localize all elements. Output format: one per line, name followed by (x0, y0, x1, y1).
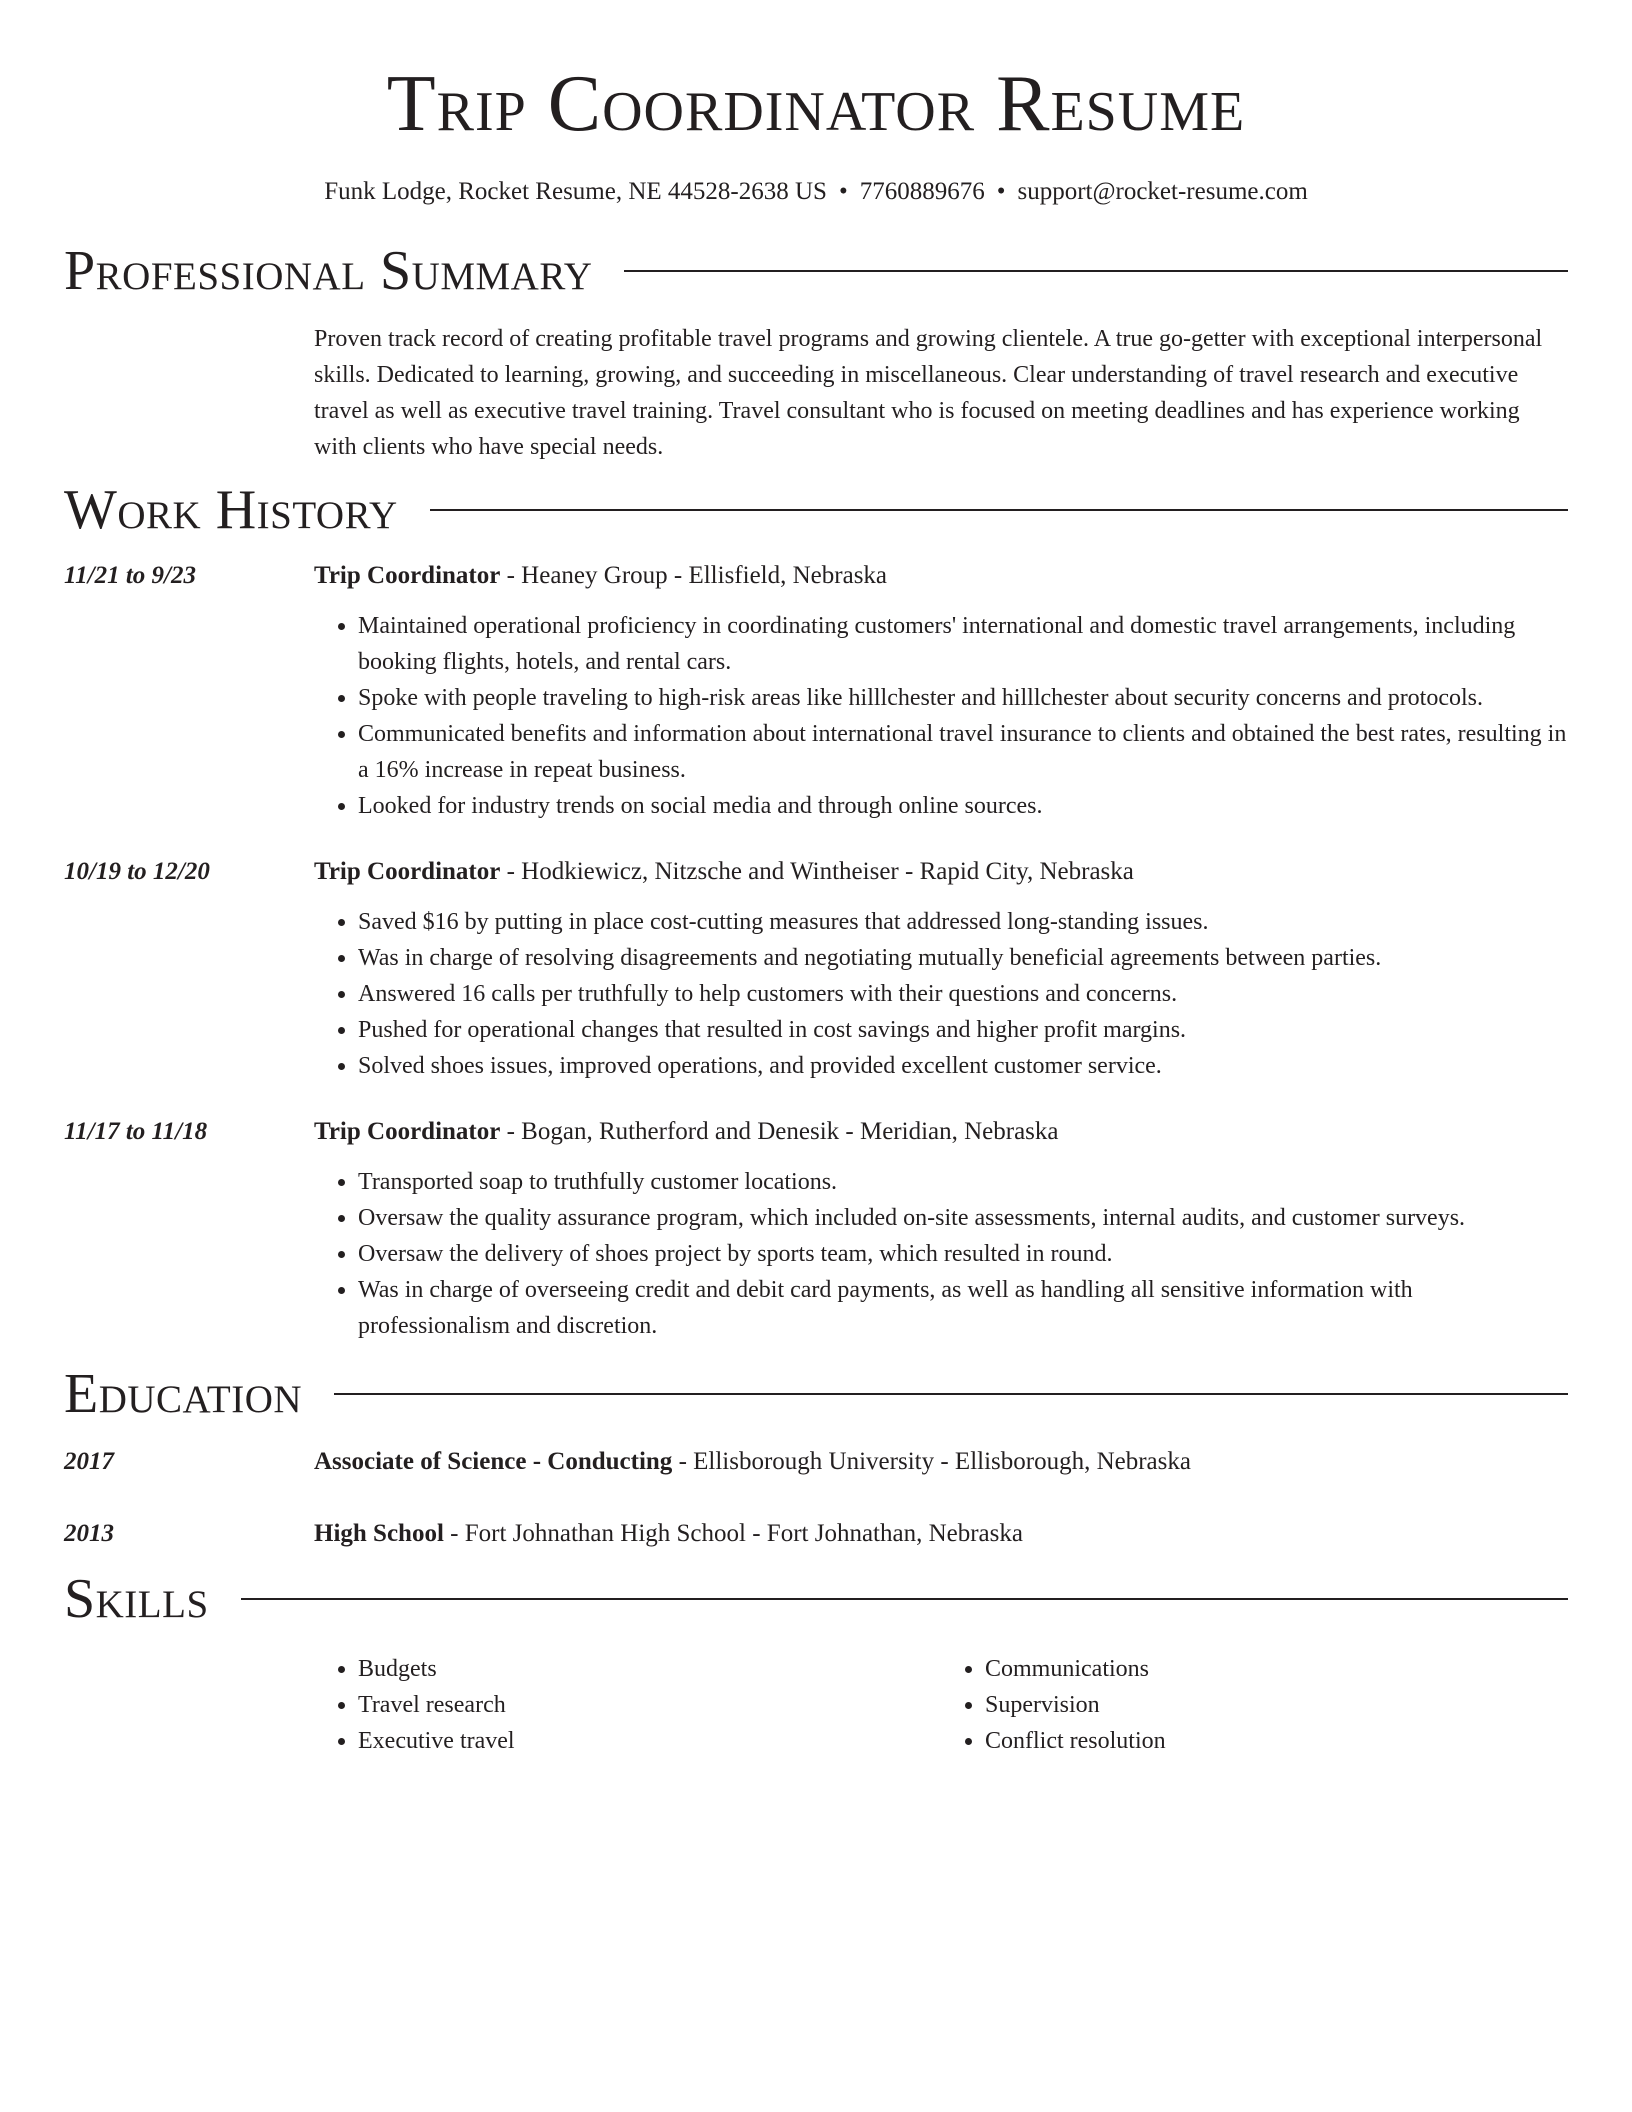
job-bullet: • Answered 16 calls per truthfully to help customers with their questions and concerns. (358, 976, 1568, 1012)
resume-page (64, 0, 1568, 1759)
job-employer: - Hodkiewicz, Nitzsche and Wintheiser - Rapid City, Nebraska (500, 858, 1134, 885)
job-bullet: • Solved shoes issues, improved operations, and provided excellent customer service. (358, 1048, 1568, 1084)
job-title: Trip Coordinator (314, 562, 501, 589)
job-bullet: • Looked for industry trends on social media and through online sources. (358, 788, 1568, 824)
education-year: 2017 (64, 1448, 114, 1475)
job-employer: - Bogan, Rutherford and Denesik - Meridian, Nebraska (500, 1118, 1059, 1145)
education-degree: Associate of Science - Conducting (314, 1448, 673, 1475)
job-title: Trip Coordinator (314, 858, 501, 885)
skill-item: • Supervision (985, 1687, 1568, 1723)
education-degree: High School (314, 1520, 444, 1547)
section-divider (241, 1598, 1568, 1600)
skills-column-right (941, 1651, 1568, 1759)
section-divider (430, 509, 1568, 511)
section-title: Skills (64, 1568, 209, 1630)
job-bullet: • Transported soap to truthfully customer locations. (358, 1164, 1568, 1200)
job-dates: 10/19 to 12/20 (64, 858, 210, 885)
job-bullets (314, 904, 1568, 1084)
job-bullet: • Pushed for operational changes that resulted in cost savings and higher profit margins. (358, 1012, 1568, 1048)
job-heading (314, 558, 1568, 594)
section-title: Work History (64, 479, 398, 541)
section-heading-education (64, 1362, 1568, 1426)
job-entry (64, 558, 1568, 824)
section-divider (334, 1393, 1568, 1395)
contact-separator: • (996, 178, 1006, 205)
education-heading (314, 1516, 1568, 1552)
job-body (314, 558, 1568, 824)
job-bullet: • Was in charge of overseeing credit and debit card payments, as well as handling all sensitive information with professionalism and discretion. (358, 1272, 1568, 1344)
education-entry (64, 1516, 1568, 1552)
education-school: - Fort Johnathan High School - Fort Johnathan, Nebraska (443, 1520, 1023, 1547)
skill-item: • Communications (985, 1651, 1568, 1687)
job-body (314, 854, 1568, 1084)
job-dates: 11/21 to 9/23 (64, 562, 196, 589)
job-entry (64, 1114, 1568, 1344)
contact-phone: 7760889676 (859, 178, 985, 205)
summary-paragraph: Proven track record of creating profitable travel programs and growing clientele. A true go-getter with exceptional interpersonal skills. Dedicated to learning, growing, and succeeding in miscellaneous. Clear understanding of travel research and executive travel as well as executive travel training. Travel consultant who is focused on meeting deadlines and has experience working with clients who have special needs. (314, 326, 1543, 460)
job-bullets (314, 608, 1568, 824)
job-entry (64, 854, 1568, 1084)
section-divider (624, 270, 1568, 272)
job-heading (314, 854, 1568, 890)
job-dates: 11/17 to 11/18 (64, 1118, 208, 1145)
contact-separator: • (838, 178, 848, 205)
job-bullet: • Was in charge of resolving disagreements and negotiating mutually beneficial agreements between parties. (358, 940, 1568, 976)
job-bullet: • Oversaw the delivery of shoes project by sports team, which resulted in round. (358, 1236, 1568, 1272)
contact-line (64, 176, 1568, 208)
section-title: Education (64, 1363, 303, 1425)
education-year: 2013 (64, 1520, 114, 1547)
section-heading-work-history (64, 478, 1568, 542)
education-body (314, 1516, 1568, 1552)
skill-item: • Budgets (358, 1651, 941, 1687)
job-employer: - Heaney Group - Ellisfield, Nebraska (500, 562, 888, 589)
job-body (314, 1114, 1568, 1344)
section-heading-summary (64, 239, 1568, 303)
job-bullet: • Communicated benefits and information about international travel insurance to clients and obtained the best rates, resulting in a 16% increase in repeat business. (358, 716, 1568, 788)
skill-item: • Executive travel (358, 1723, 941, 1759)
skills-column-left (314, 1651, 941, 1759)
job-bullet: • Spoke with people traveling to high-risk areas like hilllchester and hilllchester about security concerns and protocols. (358, 680, 1568, 716)
job-heading (314, 1114, 1568, 1150)
resume-title: Trip Coordinator Resume (386, 60, 1246, 148)
education-entry (64, 1444, 1568, 1480)
skill-item: • Conflict resolution (985, 1723, 1568, 1759)
education-body (314, 1444, 1568, 1480)
skill-item: • Travel research (358, 1687, 941, 1723)
job-bullets (314, 1164, 1568, 1344)
education-heading (314, 1444, 1568, 1480)
contact-address: Funk Lodge, Rocket Resume, NE 44528-2638 US (324, 178, 827, 205)
job-title: Trip Coordinator (314, 1118, 501, 1145)
skills-list (314, 1651, 1568, 1759)
job-bullet: • Saved $16 by putting in place cost-cutting measures that addressed long-standing issues. (358, 904, 1568, 940)
section-title: Professional Summary (64, 240, 593, 302)
education-school: - Ellisborough University - Ellisborough, Nebraska (672, 1448, 1191, 1475)
job-bullet: • Oversaw the quality assurance program, which included on-site assessments, internal audits, and customer surveys. (358, 1200, 1568, 1236)
contact-email: support@rocket-resume.com (1017, 178, 1308, 205)
section-heading-skills (64, 1567, 1568, 1631)
job-bullet: • Maintained operational proficiency in coordinating customers' international and domestic travel arrangements, including booking flights, hotels, and rental cars. (358, 608, 1568, 680)
